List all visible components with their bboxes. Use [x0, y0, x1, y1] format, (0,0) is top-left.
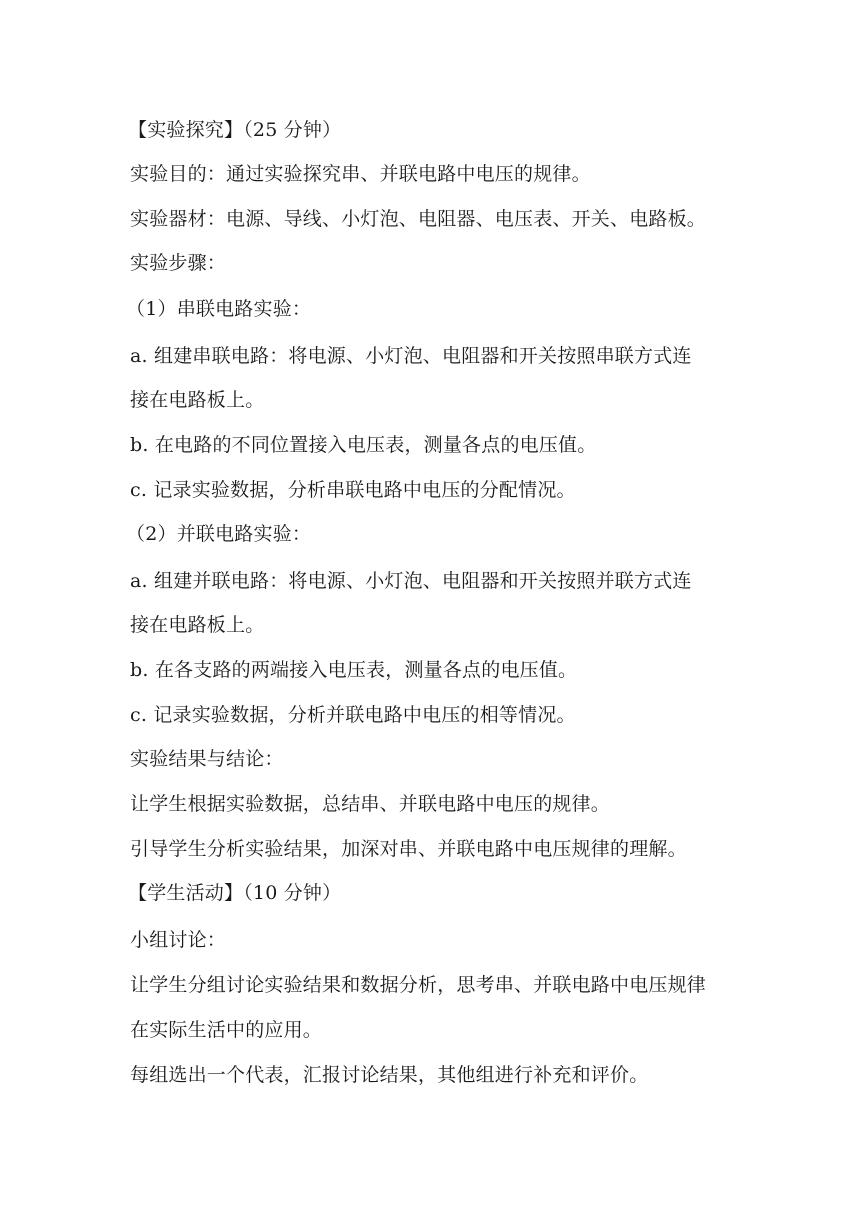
series-circuit-heading: （1）串联电路实验： — [126, 298, 312, 320]
parallel-step-b: b. 在各支路的两端接入电压表，测量各点的电压值。 — [130, 659, 578, 681]
experiment-steps-heading: 实验步骤： — [130, 252, 227, 274]
section-title-experiment: 【实验探究】（25 分钟） — [128, 119, 342, 141]
results-paragraph-2: 引导学生分析实验结果，加深对串、并联电路中电压规律的理解。 — [130, 838, 687, 860]
series-step-a-line2: 接在电路板上。 — [130, 389, 265, 411]
discussion-report-paragraph: 每组选出一个代表，汇报讨论结果，其他组进行补充和评价。 — [130, 1064, 649, 1086]
parallel-step-a-line1: a. 组建并联电路：将电源、小灯泡、电阻器和开关按照并联方式连 — [130, 570, 692, 592]
series-step-c: c. 记录实验数据，分析串联电路中电压的分配情况。 — [130, 479, 576, 501]
parallel-circuit-heading: （2）并联电路实验： — [126, 523, 312, 545]
discussion-paragraph-line1: 让学生分组讨论实验结果和数据分析，思考串、并联电路中电压规律 — [130, 974, 707, 996]
results-paragraph-1: 让学生根据实验数据，总结串、并联电路中电压的规律。 — [130, 793, 611, 815]
series-step-a-line1: a. 组建串联电路：将电源、小灯泡、电阻器和开关按照串联方式连 — [130, 345, 692, 367]
results-conclusion-heading: 实验结果与结论： — [130, 748, 284, 770]
experiment-materials: 实验器材：电源、导线、小灯泡、电阻器、电压表、开关、电路板。 — [130, 208, 707, 230]
group-discussion-heading: 小组讨论： — [130, 929, 227, 951]
parallel-step-c: c. 记录实验数据，分析并联电路中电压的相等情况。 — [130, 704, 576, 726]
parallel-step-a-line2: 接在电路板上。 — [130, 614, 265, 636]
series-step-b: b. 在电路的不同位置接入电压表，测量各点的电压值。 — [130, 434, 597, 456]
experiment-purpose: 实验目的：通过实验探究串、并联电路中电压的规律。 — [130, 163, 591, 185]
discussion-paragraph-line2: 在实际生活中的应用。 — [130, 1019, 323, 1041]
section-title-student-activity: 【学生活动】（10 分钟） — [128, 882, 342, 904]
